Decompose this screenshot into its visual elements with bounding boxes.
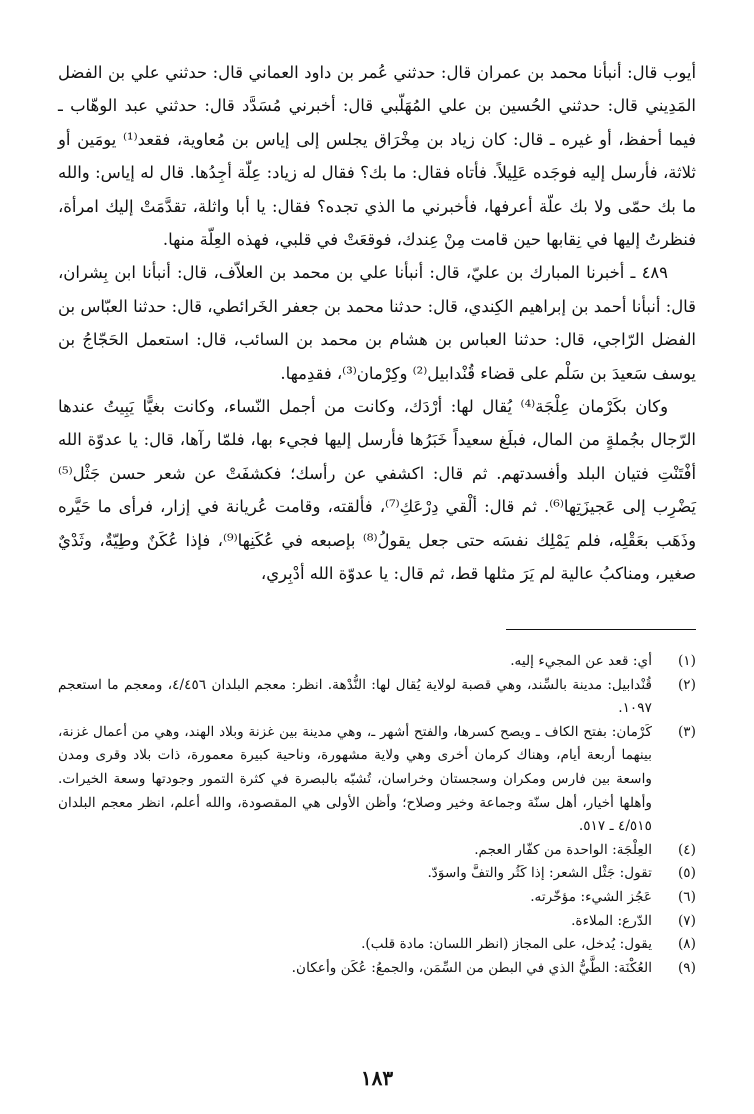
footnote-text: تقول: جَثْل الشعر: إذا كَثُر والتفَّ واسوَدّ.	[427, 865, 652, 882]
footnote	[58, 650, 696, 674]
footnote-number: (٥)	[677, 865, 696, 882]
main-text	[58, 56, 696, 591]
footnote-number: (٦)	[677, 888, 696, 905]
footnote-text: العِلْجَة: الواحدة من كفّار العجم.	[474, 841, 652, 858]
paragraph-489: ٤٨٩ ـ أخبرنا المبارك بن عليّ، قال: أنبأنا علي بن محمد بن العلاّف، قال: أنبأنا ابن بِشران، قال: أنبأنا أحمد بن إبراهيم الكِندي، قال: حدثنا محمد بن جعفر الخَرائطي، قال: حدثنا العبّاس بن الفضل الرّاجي، قال: حدثنا العباس بن هشام بن محمد بن السائب، قال: استعمل الحَجّاجُ بن يوسف سَعيدَ بن سَلْم على قضاء قُنْدابيل⁽²⁾ وكِرْمان⁽³⁾، فقدِمها.	[58, 263, 696, 383]
footnote-text: يقول: يُدخل، على المجاز (انظر اللسان: مادة قلب).	[361, 936, 652, 953]
page-number: ١٨٣	[360, 1066, 394, 1090]
paragraph-1: أيوب قال: أنبأنا محمد بن عمران قال: حدثني عُمر بن داود العماني قال: حدثني علي بن الفضل المَدِيني قال: حدثني الحُسين بن علي المُهَلّبي قال: أخبرني مُسَدَّد قال: حدثني عبد الوهّاب ـ فيما أحفظ، أو غيره ـ قال: كان زياد بن مِخْرَاق يجلس إلى إياس بن مُعاوية، فقعد⁽¹⁾ يومَين أو ثلاثة، فأرسل إليه فوجَده عَلِيلاً. فأتاه فقال: ما بك؟ فقال له زياد: عِلّة أجِدُها. قال له إياس: والله ما بك حمّى ولا بك علّة أعرفها، فأخبرني ما الذي تجده؟ فقال: يا أبا واثلة، تقدَّمَتْ إليك امرأة، فنظرتُ إليها في نِقابها حين قامت مِنْ عِندك، فوقعَتْ في قلبي، فهذه العِلّة منها.	[58, 63, 696, 250]
footnote	[58, 721, 696, 839]
footnotes	[58, 650, 696, 980]
footnote-text: قُنْدابيل: مدينة بالسِّند، وهي قصبة لولاية يُقال لها: النُّدْهة. انظر: معجم البلدان ٤/٤٥٦، ومعجم ما استعجم ١٠٩٧.	[58, 676, 652, 717]
footnote	[58, 674, 696, 721]
footnote-number: (٢)	[677, 676, 696, 693]
footnote-text: العُكْنَة: الطَّيُّ الذي في البطن من السِّمَن، والجمعُ: عُكَن وأعكان.	[291, 959, 652, 976]
footnote	[58, 910, 696, 934]
footnote	[58, 933, 696, 957]
footnote-text: كَرْمان: بفتح الكاف ـ ويصح كسرها، والفتح أشهر ـ، وهي مدينة بين غزنة وبلاد الهند، وهي من أعمال غزنة، بينهما أربعة أيام، وهناك كرمان أخرى وهي ولاية مشهورة، وناحية كبيرة معمورة، ذات بلاد وقرى ومدن واسعة بين فارس ومكران وسجستان وخراسان، تُشبّه بالبصرة في كثرة التمور وجودتها وسعة الخيرات. وأهلها أخيار، أهل سنّة وجماعة وخير وصلاح؛ وأظن الأولى هي المقصودة، والله أعلم، انظر معجم البلدان ٤/٥١٥ ـ ٥١٧.	[58, 723, 652, 835]
paragraph-3: وكان بكَرْمان عِلْجَة⁽⁴⁾ يُقال لها: أرْدَك، وكانت من أجمل النّساء، وكانت بغيًّا يَبِيتُ عندها الرّجال بجُملةٍ من المال، فبلَغ سعيداً خَبَرُها فأرسل إليها فجيء بها، فلمّا رآها، قال: يا عدوّة الله أفْتَنْتِ فتيان البلد وأفسدتهم. ثم قال: اكشفي عن رأسك؛ فكشفَتْ عن شعر حسن جَثْل⁽⁵⁾ يَضْرِب إلى عَجيزَتِها⁽⁶⁾. ثم قال: ألْقي دِرْعَكِ⁽⁷⁾، فألقته، وقامت عُريانة في إزار، فرأى ما حَيَّره وذَهَب بعَقْلِه، فلم يَمْلِك نفسَه حتى جعل يقولُ⁽⁸⁾ بإصبعه في عُكَنِها⁽⁹⁾، فإذا عُكَنٌ وطِيّةٌ، وثَدْيٌ صغير، ومناكبُ عالية لم يَرَ مثلها قط، ثم قال: يا عدوّة الله أدْبِري،	[58, 397, 697, 584]
footnote-divider	[506, 629, 696, 630]
footnote	[58, 862, 696, 886]
footnote-number: (٤)	[677, 841, 696, 858]
footnote-text: الدّرع: الملاءة.	[571, 912, 652, 929]
footnote-text: أي: قعد عن المجيء إليه.	[510, 653, 652, 669]
footnote	[58, 839, 696, 863]
footnote	[58, 886, 696, 910]
footnote-number: (١)	[677, 653, 696, 669]
footnote-number: (٨)	[677, 936, 696, 953]
book-page	[58, 56, 697, 1090]
footnote	[58, 957, 696, 981]
footnote-text: عَجُز الشيء: مؤخّرته.	[530, 888, 652, 905]
footnote-number: (٧)	[677, 912, 696, 929]
footnote-number: (٩)	[677, 959, 696, 976]
footnote-number: (٣)	[677, 723, 696, 740]
